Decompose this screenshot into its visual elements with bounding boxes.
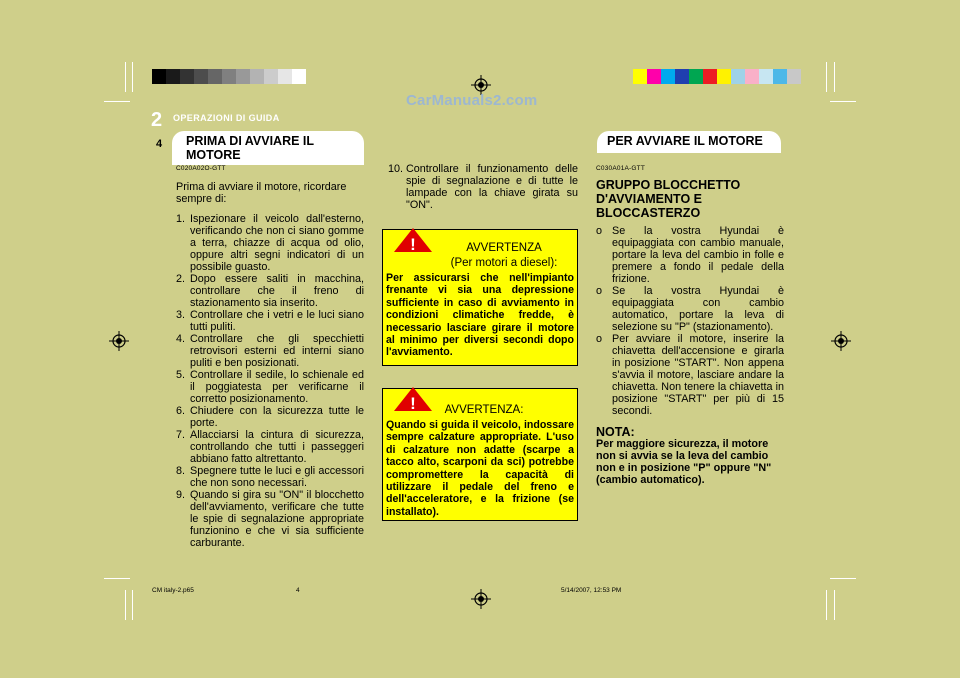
list-item-bullet: o (596, 333, 603, 345)
list-item (176, 213, 364, 273)
list-item-number: 5. (176, 369, 186, 381)
list-item-text: Controllare il funzionamento delle spie di segnalazione e di tutte le lampade con la chiave girata su "ON". (406, 163, 578, 211)
list-item-bullet: o (596, 285, 603, 297)
section-title: GRUPPO BLOCCHETTO D'AVVIAMENTO E BLOCCASTERZO (596, 178, 741, 220)
list-item-text: Spegnere tutte le luci e gli accessori che non sono necessari. (190, 465, 364, 489)
checklist (176, 213, 364, 549)
list-item (176, 309, 364, 333)
list-item-number: 6. (176, 405, 186, 417)
footer-file-name: CM italy-2.p65 (152, 587, 194, 594)
crop-mark (132, 590, 133, 620)
list-item-text: Controllare che gli specchietti retrovisori esterni ed interni siano puliti e ben posizionati. (190, 333, 364, 369)
list-item-number: 8. (176, 465, 186, 477)
registration-swatch (759, 69, 773, 84)
list-item-text: Controllare che i vetri e le luci siano tutti puliti. (190, 309, 364, 333)
watermark[interactable]: CarManuals2.com (406, 92, 538, 109)
registration-swatch (180, 69, 194, 84)
registration-swatch (689, 69, 703, 84)
list-item-text: Per avviare il motore, inserire la chiavetta dell'accensione e girarla in posizione "START". Non appena s'avvia il motore, lasciare andare la chiavetta. Non tenere la chiavetta in posizione "START" per più di 15 secondi. (612, 333, 784, 417)
list-item (176, 369, 364, 405)
left-column (176, 163, 364, 549)
registration-swatch (152, 69, 166, 84)
crop-mark (830, 578, 856, 579)
registration-swatch (236, 69, 250, 84)
crop-mark (132, 62, 133, 92)
list-item (596, 225, 784, 285)
crop-mark (826, 590, 827, 620)
section-code: C020A02O-GTT (176, 165, 226, 172)
registration-swatch (703, 69, 717, 84)
warning-triangle-icon (393, 227, 433, 253)
list-item-text: Allacciarsi la cintura di sicurezza, controllando che tutti i passeggeri abbiano fatto altrettanto. (190, 429, 364, 465)
list-item-text: Se la vostra Hyundai è equipaggiata con cambio automatico, portare la leva di selezione su "P" (stazionamento). (612, 285, 784, 333)
list-item-text: Chiudere con la sicurezza tutte le porte. (190, 405, 364, 429)
chapter-title: OPERAZIONI DI GUIDA (173, 113, 280, 123)
right-column (596, 163, 784, 486)
registration-swatch (278, 69, 292, 84)
registration-swatch (292, 69, 306, 84)
registration-swatch (661, 69, 675, 84)
list-item-number: 3. (176, 309, 186, 321)
warning-title-line: (Per motori a diesel): (450, 257, 558, 269)
registration-crosshair-icon (831, 331, 851, 351)
list-item-text: Ispezionare il veicolo dall'esterno, verificando che non ci siano gomme a terra, chiazze di acqua od olio, oppure altri segni indicatori di un possibile guasto. (190, 213, 364, 273)
intro-text: Prima di avviare il motore, ricordare sempre di: (176, 181, 347, 205)
registration-crosshair-icon (471, 589, 491, 609)
footwear-warning-box (382, 388, 578, 521)
list-item-text: Quando si gira su "ON" il blocchetto dell'avviamento, verificare che tutte le spie di segnalazione appropriate funzionino e che vi sia sufficiente carburante. (190, 489, 364, 549)
list-item-bullet: o (596, 225, 603, 237)
diesel-warning-box (382, 229, 578, 366)
registration-swatch (745, 69, 759, 84)
section-tab-title: PER AVVIARE IL MOTORE (607, 134, 763, 148)
list-item (176, 489, 364, 549)
warning-title-line: AVVERTENZA (466, 242, 542, 254)
list-item (176, 273, 364, 309)
registration-crosshair-icon (109, 331, 129, 351)
warning-title: AVVERTENZA: (444, 404, 524, 416)
list-item-number: 2. (176, 273, 186, 285)
crop-mark (104, 101, 130, 102)
footer-page: 4 (296, 587, 300, 594)
warning-title (429, 241, 579, 271)
list-item (176, 465, 364, 489)
crop-mark (125, 62, 126, 92)
registration-swatch (222, 69, 236, 84)
gray-registration-strip (152, 69, 306, 84)
crop-mark (834, 590, 835, 620)
list-item (596, 333, 784, 417)
registration-swatch (773, 69, 787, 84)
list-item-number: 9. (176, 489, 186, 501)
list-item-number: 10. (388, 163, 404, 175)
warning-text: Quando si guida il veicolo, indossare sempre calzature appropriate. L'uso di calzature non adatte (scarpe a tacco alto, scarponi da sci) potrebbe compromettere la capacità di utilizzare il pedale del freno e dell'acceleratore, e la frizione (se installato). (386, 419, 574, 518)
registration-swatch (675, 69, 689, 84)
list-item-text: Controllare il sedile, lo schienale ed il poggiatesta per verificarne il corretto posizionamento. (190, 369, 364, 405)
list-item (388, 163, 578, 211)
section-tab-title: PRIMA DI AVVIARE IL MOTORE (186, 134, 314, 162)
warning-triangle-icon (393, 386, 433, 412)
crop-mark (104, 578, 130, 579)
warning-text: Per assicurarsi che nell'impianto frenante vi sia una depressione sufficiente in caso di avviamento in condizioni climatiche fredde, è necessario lasciare girare il motore al minimo per diversi secondi dopo l'avviamento. (386, 272, 574, 359)
list-item (176, 333, 364, 369)
registration-swatch (264, 69, 278, 84)
chapter-number: 2 (151, 109, 163, 131)
list-item-number: 4. (176, 333, 186, 345)
list-item (596, 285, 784, 333)
registration-swatch (166, 69, 180, 84)
note-heading: NOTA: (596, 425, 635, 439)
crop-mark (125, 590, 126, 620)
list-item-number: 7. (176, 429, 186, 441)
registration-swatch (633, 69, 647, 84)
warning-symbol: ! (410, 394, 416, 412)
note-text: Per maggiore sicurezza, il motore non si avvia se la leva del cambio non e in posizione "P" oppure "N" (cambio automatico). (596, 438, 772, 486)
bullet-list (596, 225, 784, 417)
list-item (176, 429, 364, 465)
registration-swatch (787, 69, 801, 84)
registration-swatch (731, 69, 745, 84)
registration-swatch (194, 69, 208, 84)
list-item-text: Se la vostra Hyundai è equipaggiata con cambio manuale, portare la leva del cambio in folle e premere a fondo il pedale della frizione. (612, 225, 784, 285)
warning-symbol: ! (410, 235, 416, 253)
section-tab-per-avviare (597, 131, 781, 153)
checklist-continued (384, 163, 578, 211)
page-number: 4 (156, 138, 163, 150)
footer-timestamp: 5/14/2007, 12:53 PM (561, 587, 622, 594)
registration-swatch (208, 69, 222, 84)
registration-swatch (250, 69, 264, 84)
list-item-text: Dopo essere saliti in macchina, controllare che il freno di stazionamento sia inserito. (190, 273, 364, 309)
list-item-number: 1. (176, 213, 186, 225)
section-tab-prima-di-avviare (172, 131, 364, 165)
crop-mark (830, 101, 856, 102)
color-registration-strip (633, 69, 801, 84)
registration-swatch (647, 69, 661, 84)
list-item (176, 405, 364, 429)
crop-mark (834, 62, 835, 92)
registration-swatch (717, 69, 731, 84)
section-code: C030A01A-GTT (596, 165, 646, 172)
middle-column (384, 163, 578, 211)
crop-mark (826, 62, 827, 92)
